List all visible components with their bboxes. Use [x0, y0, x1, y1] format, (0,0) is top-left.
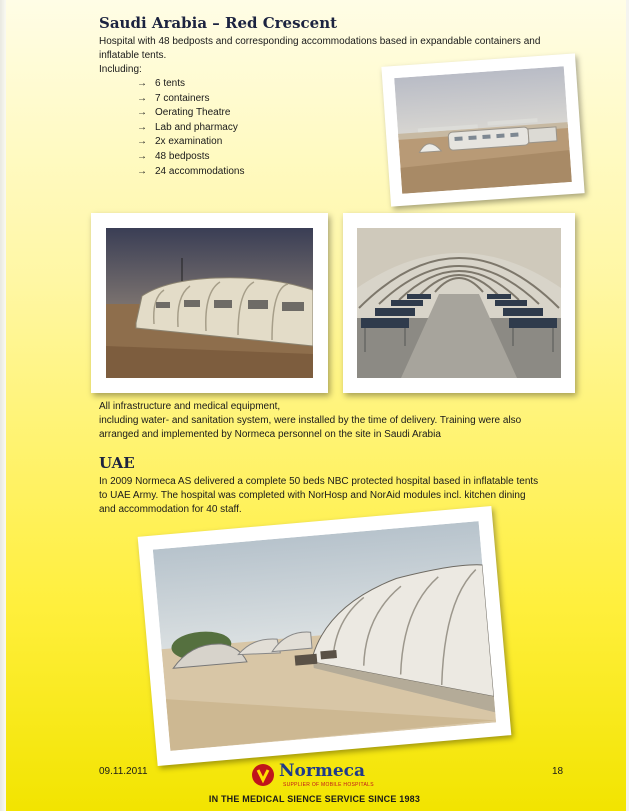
- saudi-item-list: [137, 77, 245, 179]
- list-item: → 48 bedposts: [137, 150, 245, 165]
- photo-tent-interior-image: [357, 228, 561, 378]
- photo-tent-exterior: [91, 213, 328, 393]
- photo-uae-tents: [138, 506, 512, 766]
- saudi-intro-line-1: Hospital with 48 bedposts and corresponding accommodations based in expandable containers and: [99, 36, 541, 47]
- arrow-right-icon: →: [137, 78, 147, 89]
- list-item: → 2x examination: [137, 135, 245, 150]
- normeca-logo: [247, 761, 387, 791]
- arrow-right-icon: →: [137, 165, 147, 177]
- uae-line-1: In 2009 Normeca AS delivered a complete 50 beds NBC protected hospital based in inflatable tents: [99, 476, 539, 487]
- uae-line-2: to UAE Army. The hospital was completed with NorHosp and NorAid modules incl. kitchen dining: [99, 490, 526, 501]
- arrow-right-icon: →: [137, 121, 147, 133]
- page-number: 18: [552, 766, 564, 777]
- arrow-right-icon: →: [137, 136, 147, 148]
- saudi-intro-line-2: inflatable tents.: [99, 50, 167, 61]
- list-item: → Lab and pharmacy: [137, 121, 245, 136]
- list-item: → 7 containers: [137, 92, 245, 107]
- photo-tent-interior: [343, 213, 575, 393]
- saudi-including-label: Including:: [99, 64, 142, 75]
- section-title-saudi: Saudi Arabia – Red Crescent: [99, 14, 338, 32]
- photo-container-site: [381, 53, 584, 206]
- logo-subtitle: SUPPLIER OF MOBILE HOSPITALS: [283, 782, 374, 788]
- footer-date: 09.11.2011: [99, 766, 148, 777]
- list-item: → Oerating Theatre: [137, 106, 245, 121]
- saudi-after-line-1: All infrastructure and medical equipment,: [99, 401, 281, 412]
- saudi-after-line-3: arranged and implemented by Normeca personnel on the site in Saudi Arabia: [99, 429, 441, 440]
- arrow-right-icon: →: [137, 92, 147, 104]
- photo-container-site-image: [394, 66, 572, 194]
- list-item: → 24 accommodations: [137, 165, 245, 180]
- arrow-right-icon: →: [137, 107, 147, 119]
- uae-line-3: and accommodation for 40 staff.: [99, 504, 242, 515]
- photo-uae-tents-image: [153, 521, 496, 751]
- section-title-uae: UAE: [99, 454, 135, 472]
- list-item: → 6 tents: [137, 77, 245, 92]
- saudi-after-line-2: including water- and sanitation system, were installed by the time of delivery. Training were also: [99, 415, 522, 426]
- normeca-logo-icon: [251, 763, 275, 787]
- footer-tagline: IN THE MEDICAL SIENCE SERVICE SINCE 1983: [208, 794, 421, 804]
- photo-tent-exterior-image: [106, 228, 313, 378]
- arrow-right-icon: →: [137, 150, 147, 162]
- logo-name: Normeca: [279, 761, 366, 781]
